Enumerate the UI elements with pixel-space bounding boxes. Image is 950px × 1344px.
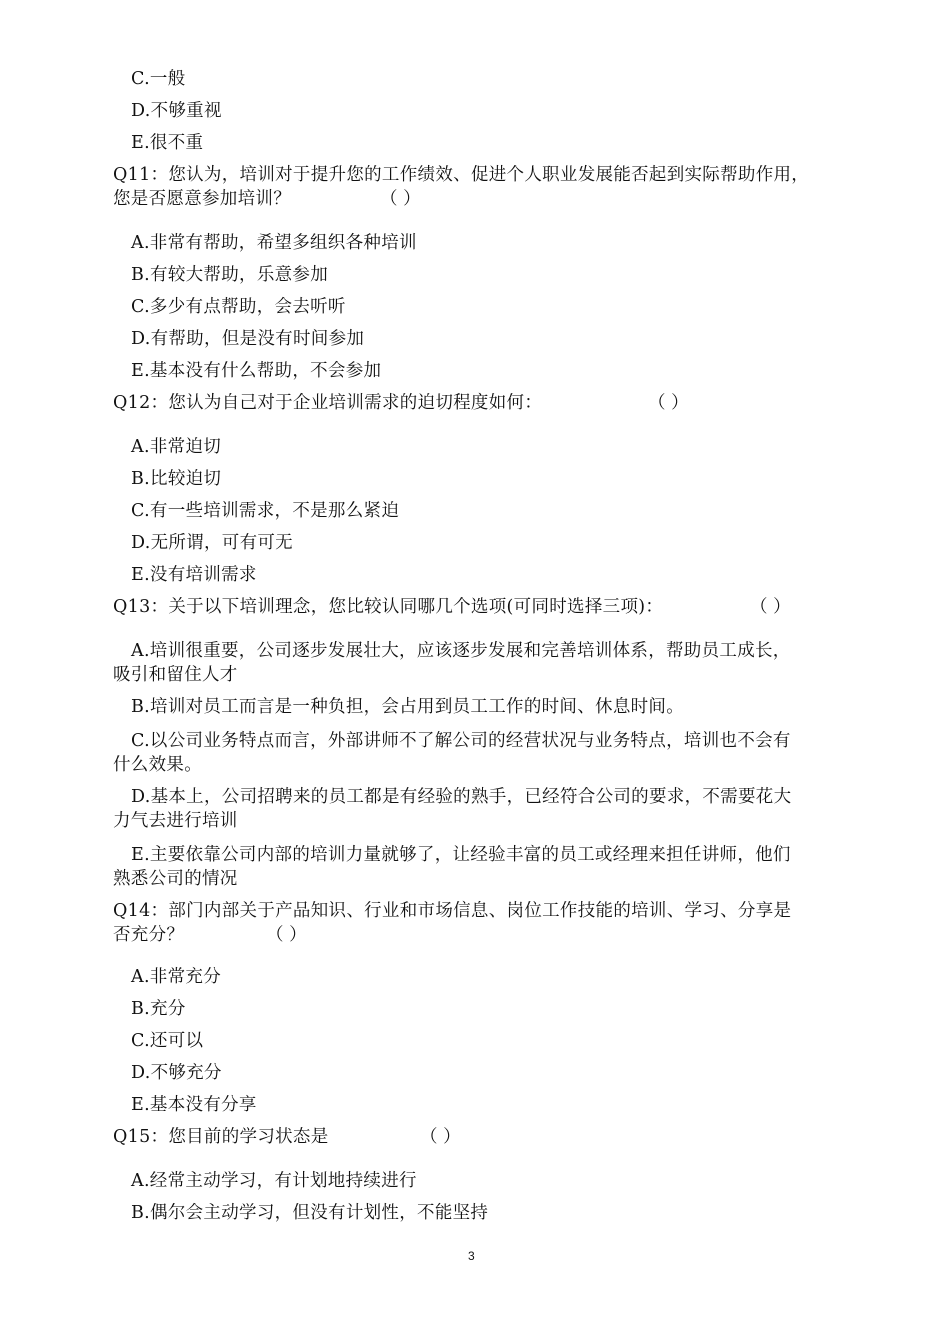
q13-option-b: B.培训对员工而言是一种负担，会占用到员工工作的时间、休息时间。 xyxy=(131,697,685,717)
q12-option-c: C.有一些培训需求，不是那么紧迫 xyxy=(131,501,400,521)
q12-option-d: D.无所谓，可有可无 xyxy=(131,533,293,553)
q11-question-line2: 您是否愿意参加培训？ xyxy=(113,189,291,209)
q12-question: Q12：您认为自己对于企业培训需求的迫切程度如何： xyxy=(113,393,543,413)
q13-question: Q13：关于以下培训理念，您比较认同哪几个选项(可同时选择三项)： xyxy=(113,597,664,617)
q12-option-a: A.非常迫切 xyxy=(131,437,222,457)
q11-question-line1: Q11：您认为，培训对于提升您的工作绩效、促进个人职业发展能否起到实际帮助作用， xyxy=(113,165,810,185)
q10-option-c: C.一般 xyxy=(131,69,186,89)
q15-answer-blank: （ ） xyxy=(420,1127,461,1147)
q11-option-b: B.有较大帮助，乐意参加 xyxy=(131,265,329,285)
q11-option-a: A.非常有帮助，希望多组织各种培训 xyxy=(131,233,417,253)
q13-option-a-line1: A.培训很重要，公司逐步发展壮大，应该逐步发展和完善培训体系，帮助员工成长， xyxy=(131,641,791,661)
q13-answer-blank: （ ） xyxy=(750,597,791,617)
q15-question: Q15：您目前的学习状态是 xyxy=(113,1127,329,1147)
q13-option-c-line2: 什么效果。 xyxy=(113,755,202,775)
q12-option-e: E.没有培训需求 xyxy=(131,565,257,585)
q11-option-d: D.有帮助，但是没有时间参加 xyxy=(131,329,365,349)
q10-option-d: D.不够重视 xyxy=(131,101,222,121)
q13-option-e-line1: E.主要依靠公司内部的培训力量就够了，让经验丰富的员工或经理来担任讲师，他们 xyxy=(131,845,791,865)
q12-answer-blank: （ ） xyxy=(648,393,689,413)
q13-option-a-line2: 吸引和留住人才 xyxy=(113,665,238,685)
q14-option-b: B.充分 xyxy=(131,999,186,1019)
q13-option-d-line1: D.基本上，公司招聘来的员工都是有经验的熟手，已经符合公司的要求，不需要花大 xyxy=(131,787,792,807)
q14-option-e: E.基本没有分享 xyxy=(131,1095,257,1115)
q13-option-c-line1: C.以公司业务特点而言，外部讲师不了解公司的经营状况与业务特点，培训也不会有 xyxy=(131,731,791,751)
q10-option-e: E.很不重 xyxy=(131,133,204,153)
q11-answer-blank: （ ） xyxy=(380,189,421,209)
q14-option-c: C.还可以 xyxy=(131,1031,204,1051)
q13-option-e-line2: 熟悉公司的情况 xyxy=(113,869,238,889)
q14-option-d: D.不够充分 xyxy=(131,1063,222,1083)
q11-option-e: E.基本没有什么帮助，不会参加 xyxy=(131,361,382,381)
q14-question-line2: 否充分？ xyxy=(113,925,185,945)
q15-option-a: A.经常主动学习，有计划地持续进行 xyxy=(131,1171,417,1191)
q12-option-b: B.比较迫切 xyxy=(131,469,222,489)
q14-question-line1: Q14：部门内部关于产品知识、行业和市场信息、岗位工作技能的培训、学习、分享是 xyxy=(113,901,792,921)
q13-option-d-line2: 力气去进行培训 xyxy=(113,811,238,831)
q15-option-b: B.偶尔会主动学习，但没有计划性，不能坚持 xyxy=(131,1203,489,1223)
q14-option-a: A.非常充分 xyxy=(131,967,222,987)
q14-answer-blank: （ ） xyxy=(266,925,307,945)
q11-option-c: C.多少有点帮助，会去听听 xyxy=(131,297,346,317)
page-number: 3 xyxy=(468,1249,475,1263)
